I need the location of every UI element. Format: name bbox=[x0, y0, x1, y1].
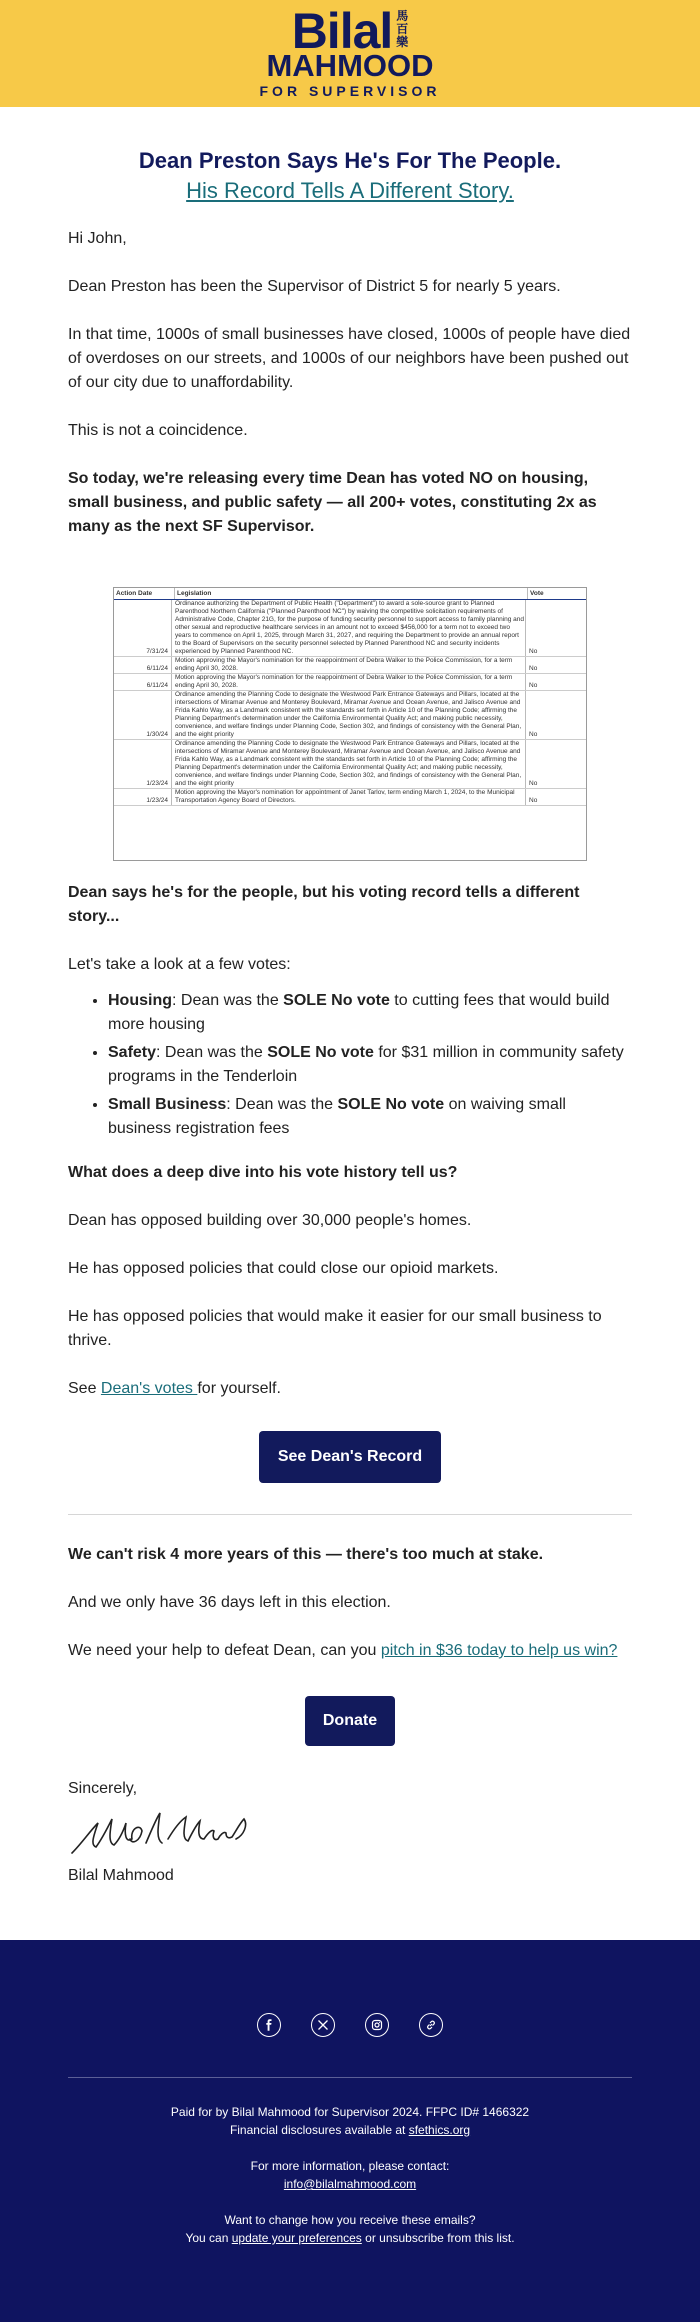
paragraph-small-business: He has opposed policies that would make it easier for our small business to thrive. bbox=[68, 1308, 602, 1349]
table-row: 7/31/24 Ordinance authorizing the Department of Public Health ("Department") to award a sole-source grant to Planned Parenthood Northern California ("Planned Parenthood NC") by waiving the competitive solicitation requirements of Administrative Code, Chapter 21G, for the purpose of funding security personnel to support access to family planning and other sexual and reproductive healthcare services in an amount not to exceed $456,000 for a term not to exceed two years to commence on April 1, 2025, through March 31, 2027, and requiring the Department to provide an annual report to the Board of Supervisors on the security personnel selected by Planned Parenthood NC and security incidents experienced by Planned Parenthood NC. No bbox=[114, 600, 586, 657]
x-icon[interactable] bbox=[311, 2013, 335, 2037]
logo-tagline: FOR SUPERVISOR bbox=[259, 83, 441, 99]
logo-chinese-name: 馬 百 樂 bbox=[396, 9, 409, 49]
instagram-icon[interactable] bbox=[365, 2013, 389, 2037]
table-row: 6/11/24 Motion approving the Mayor's nomination for the reappointment of Debra Walker to the Police Commission, for a term ending April 30, 2028. No bbox=[114, 657, 586, 674]
signature-image bbox=[68, 1809, 268, 1859]
link-icon[interactable] bbox=[419, 2013, 443, 2037]
paragraph-look: Let's take a look at a few votes: bbox=[68, 956, 291, 973]
paragraph-risk: We can't risk 4 more years of this — there's too much at stake. bbox=[68, 1546, 544, 1563]
contact-line: For more information, please contact: bbox=[250, 2159, 450, 2173]
see-record-button[interactable]: See Dean's Record bbox=[259, 1431, 441, 1483]
footer-divider bbox=[68, 2077, 632, 2078]
paid-for-line: Paid for by Bilal Mahmood for Supervisor 2024. FFPC ID# 1466322 bbox=[170, 2105, 530, 2119]
list-item: • Housing: Dean was the SOLE No vote to cutting fees that would build more housing bbox=[108, 989, 632, 1037]
deep-dive-heading: What does a deep dive into his vote history tell us? bbox=[68, 1164, 458, 1181]
email-body bbox=[0, 147, 700, 1888]
deans-votes-link[interactable]: Dean's votes bbox=[100, 1380, 198, 1397]
headline bbox=[68, 147, 632, 207]
pitch-in-link[interactable]: pitch in $36 today to help us win? bbox=[380, 1642, 618, 1659]
logo-first-name: Bilal bbox=[291, 3, 393, 59]
paragraph-supervisor: Dean Preston has been the Supervisor of District 5 for nearly 5 years. bbox=[68, 278, 561, 295]
logo-surname: MAHMOOD bbox=[266, 48, 434, 83]
footer bbox=[0, 1940, 700, 2322]
headline-line2-link[interactable]: His Record Tells A Different Story. bbox=[186, 178, 514, 203]
table-row: 1/23/24 Ordinance amending the Planning Code to designate the Westwood Park Entrance Gateways and Pillars, located at the intersections of Miramar Avenue and Monterey Boulevard, Miramar Avenue and Ocean Avenue, and Jalisco Avenue and Frida Kahlo Way, as a Landmark consistent with the standards set forth in Article 10 of the Planning Code; affirming the Planning Department's determination under the California Environmental Quality Act; and making public necessity, convenience, and welfare findings under Planning Code, Section 302, and findings of consistency with the General Plan, and the eight priority No bbox=[114, 740, 586, 789]
votes-list bbox=[68, 989, 632, 1141]
table-row: 1/30/24 Ordinance amending the Planning Code to designate the Westwood Park Entrance Gateways and Pillars, located at the intersections of Miramar Avenue and Monterey Boulevard, Miramar Avenue and Ocean Avenue, and Jalisco Avenue and Frida Kahlo Way, as a Landmark consistent with the standards set forth in Article 10 of the Planning Code; affirming the Planning Department's determination under the California Environmental Quality Act; and making public necessity, convenience, and welfare findings under Planning Code, Section 302, and findings of consistency with the General Plan, and the eight priority No bbox=[114, 691, 586, 740]
paragraph-coincidence: This is not a coincidence. bbox=[68, 422, 248, 439]
list-item: • Small Business: Dean was the SOLE No vote on waiving small business registration fees bbox=[108, 1093, 632, 1141]
update-preferences-link[interactable]: update your preferences bbox=[231, 2231, 362, 2245]
list-item: • Safety: Dean was the SOLE No vote for $31 million in community safety programs in the Tenderloin bbox=[108, 1041, 632, 1089]
facebook-icon[interactable] bbox=[257, 2013, 281, 2037]
campaign-logo[interactable] bbox=[259, 3, 441, 99]
vote-table-header bbox=[114, 588, 586, 600]
table-row: 1/23/24 Motion approving the Mayor's nomination for appointment of Janet Tarlov, term ending March 1, 2024, to the Municipal Transportation Agency Board of Directors. No bbox=[114, 789, 586, 806]
paragraph-impact: In that time, 1000s of small businesses have closed, 1000s of people have died of overdoses on our streets, and 1000s of our neighbors have been pushed out of our city due to unaffordability. bbox=[68, 326, 631, 391]
email-link[interactable]: info@bilalmahmood.com bbox=[283, 2177, 417, 2191]
sfethics-link[interactable]: sfethics.org bbox=[408, 2123, 471, 2137]
greeting: Hi John, bbox=[68, 230, 127, 247]
headline-line1: Dean Preston Says He's For The People. bbox=[138, 148, 562, 173]
social-links bbox=[0, 2013, 700, 2037]
sign-off: Sincerely, bbox=[68, 1780, 138, 1797]
signature-name: Bilal Mahmood bbox=[68, 1867, 174, 1884]
paragraph-opioid: He has opposed policies that could close our opioid markets. bbox=[68, 1260, 499, 1277]
paragraph-days-left: And we only have 36 days left in this election. bbox=[68, 1594, 391, 1611]
paragraph-release: So today, we're releasing every time Dean has voted NO on housing, small business, and public safety — all 200+ votes, constituting 2x as many as the next SF Supervisor. bbox=[68, 470, 597, 535]
header-vote: Vote bbox=[530, 590, 544, 597]
paragraph-voting-record: Dean says he's for the people, but his voting record tells a different story... bbox=[68, 884, 580, 925]
header-action-date: Action Date bbox=[114, 588, 175, 599]
donate-button[interactable]: Donate bbox=[305, 1696, 395, 1746]
table-row: 6/11/24 Motion approving the Mayor's nomination for the reappointment of Debra Walker to the Police Commission, for a term ending April 30, 2028. No bbox=[114, 674, 586, 691]
paragraph-help: We need your help to defeat Dean, can you pitch in $36 today to help us win? bbox=[68, 1642, 618, 1659]
paragraph-see-votes: See Dean's votes for yourself. bbox=[68, 1380, 281, 1397]
header-legislation: Legislation bbox=[175, 588, 528, 599]
disclosures-line: Financial disclosures available at sfethics.org bbox=[229, 2123, 471, 2137]
vote-record-table-image[interactable] bbox=[113, 587, 587, 861]
header-banner bbox=[0, 0, 700, 107]
paragraph-homes: Dean has opposed building over 30,000 people's homes. bbox=[68, 1212, 472, 1229]
change-line: Want to change how you receive these emails? bbox=[224, 2213, 476, 2227]
footer-text bbox=[0, 2103, 700, 2247]
preferences-line: You can update your preferences or unsubscribe from this list. bbox=[185, 2231, 515, 2245]
